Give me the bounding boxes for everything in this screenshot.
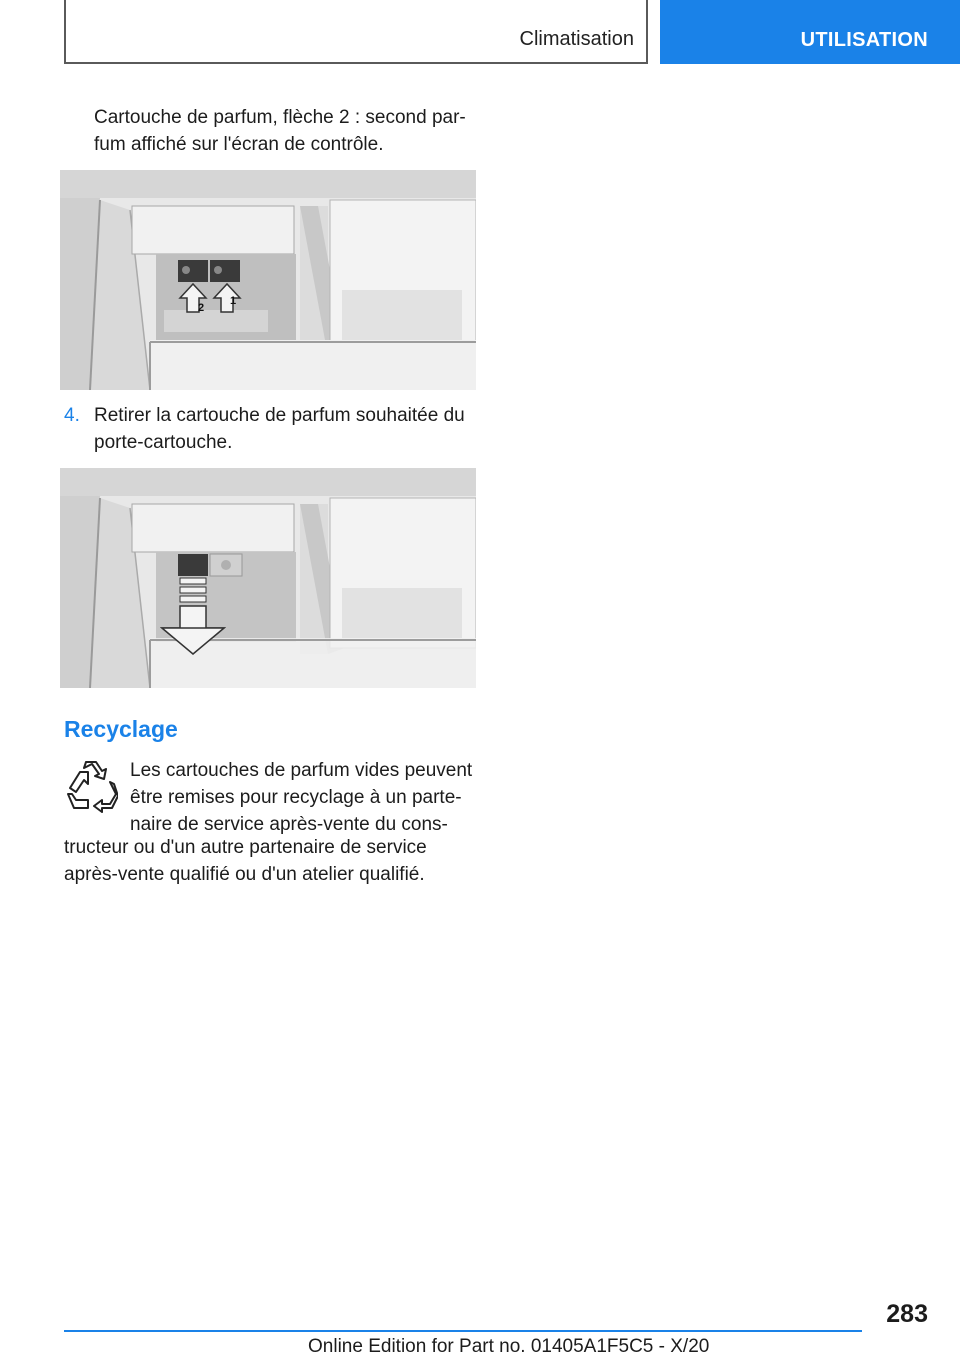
recycle-icon xyxy=(66,760,118,816)
para1-line2: fum affiché sur l'écran de contrôle. xyxy=(94,134,384,155)
footer-divider xyxy=(64,1330,862,1332)
header-section-tab xyxy=(660,0,960,64)
section-title: UTILISATION xyxy=(800,29,928,51)
arrow-label-1: 1 xyxy=(230,295,237,307)
figure-remove-cartridge xyxy=(60,468,476,688)
page-number: 283 xyxy=(886,1300,928,1328)
recycling-line5: après-vente qualifié ou d'un atelier qualifié. xyxy=(64,864,425,885)
recycling-heading: Recyclage xyxy=(64,716,178,742)
step4-line2: porte-cartouche. xyxy=(94,432,233,453)
step-number: 4. xyxy=(64,405,80,426)
recycling-line1: Les cartouches de parfum vides peuvent xyxy=(130,760,473,781)
step4-line1: Retirer la cartouche de parfum souhaitée du xyxy=(94,405,465,426)
figure-cartridge-holder-arrows xyxy=(60,170,476,390)
recycling-line3: naire de service après-vente du cons- xyxy=(130,814,448,835)
recycling-line4: tructeur ou d'un autre partenaire de service xyxy=(64,837,427,858)
para1-line1: Cartouche de parfum, flèche 2 : second par- xyxy=(94,107,466,128)
chapter-title: Climatisation xyxy=(519,28,634,50)
arrow-label-2: 2 xyxy=(198,302,205,314)
edition-info: Online Edition for Part no. 01405A1F5C5 - X/20 xyxy=(308,1336,710,1357)
header-chapter-box xyxy=(64,0,648,64)
recycling-line2: être remises pour recyclage à un parte- xyxy=(130,787,462,808)
